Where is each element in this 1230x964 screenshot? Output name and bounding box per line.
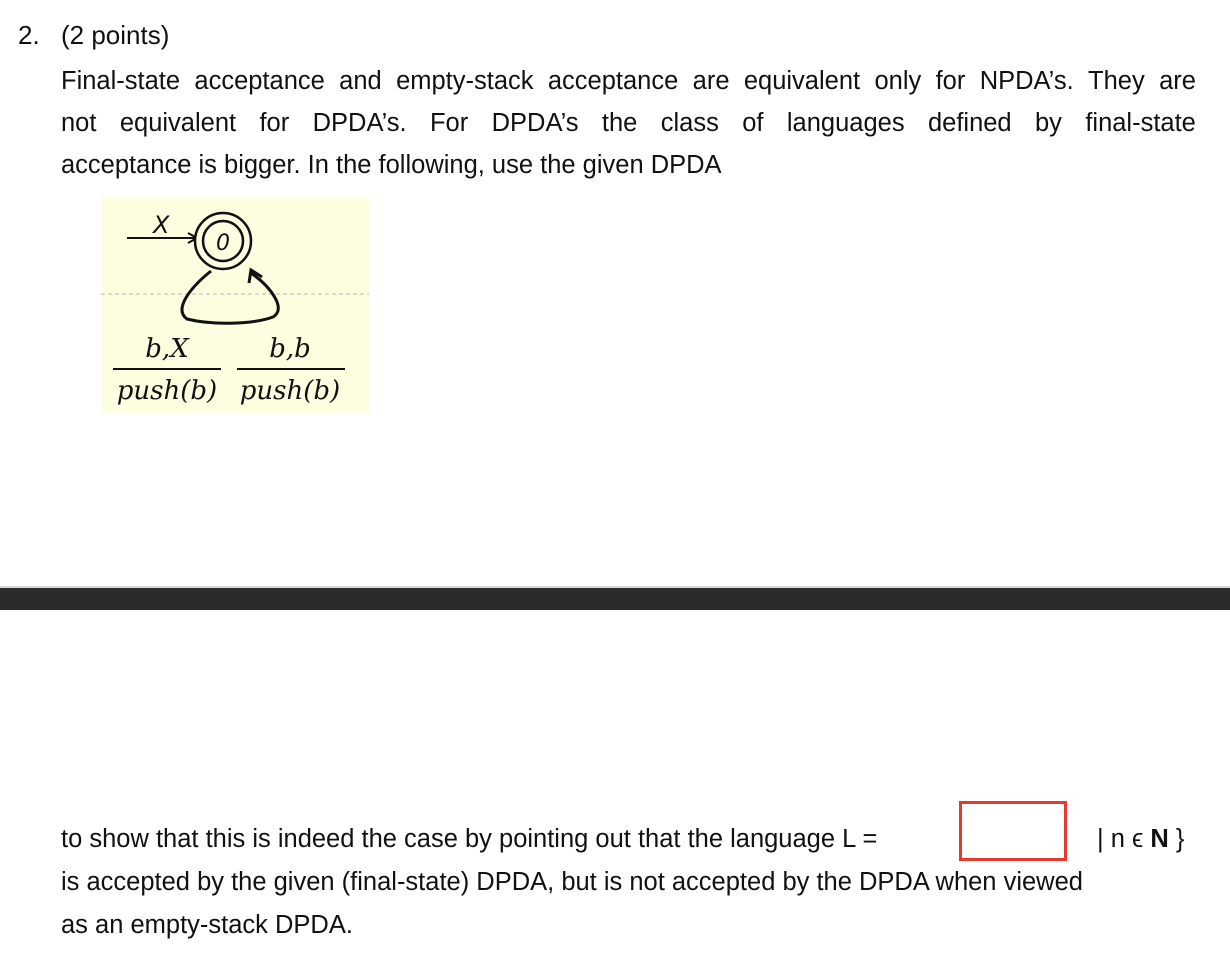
intro-line-1-word: for [935, 67, 966, 95]
set-builder-tail [1097, 818, 1184, 861]
intro-line-1-word: are [1159, 67, 1196, 95]
dpda-diagram [101, 197, 369, 413]
answer-input-box[interactable] [959, 801, 1067, 861]
intro-line-2-word: equivalent [119, 109, 237, 137]
question-number: 2. [18, 20, 40, 50]
transition1-bottom: push(b) [116, 376, 218, 406]
section-divider [0, 586, 1230, 610]
dpda-diagram-svg [101, 197, 369, 413]
question-intro [61, 60, 1196, 186]
intro-line-2 [61, 102, 1196, 144]
intro-line-2-word: the [601, 109, 638, 137]
intro-line-1-word: NPDA’s. [979, 67, 1074, 95]
intro-line-1-word: equivalent [743, 67, 861, 95]
set-builder-close: } [1168, 825, 1185, 853]
intro-line-1-word: and [339, 67, 382, 95]
intro-line-2-word: defined [927, 109, 1012, 137]
intro-line-1 [61, 60, 1196, 102]
intro-line-2-word: by [1035, 109, 1062, 137]
set-builder-prefix: | n ϵ [1097, 825, 1151, 853]
intro-line-1-word: They [1088, 67, 1145, 95]
question-points: (2 points) [61, 20, 170, 50]
intro-line-1-word: acceptance [194, 67, 325, 95]
intro-line-2-word: final-state [1085, 109, 1196, 137]
intro-line-2-word: For [429, 109, 469, 137]
body-line-3: as an empty-stack DPDA. [61, 911, 353, 939]
intro-line-2-word: class [660, 109, 719, 137]
intro-line-2-word: DPDA’s. [312, 109, 407, 137]
self-loop [182, 271, 278, 323]
intro-line-2-word: languages [786, 109, 905, 137]
intro-line-3: acceptance is bigger. In the following, use the given DPDA [61, 151, 722, 179]
intro-line-1-word: empty-stack [396, 67, 534, 95]
body-line-1: to show that this is indeed the case by pointing out that the language L = [61, 825, 878, 853]
intro-line-2-word: for [259, 109, 290, 137]
intro-line-2-word: of [742, 109, 764, 137]
intro-line-1-word: only [874, 67, 922, 95]
state-label: 0 [216, 231, 230, 256]
start-symbol: X [153, 211, 170, 239]
intro-line-1-word: Final-state [61, 67, 181, 95]
intro-line-2-word: not [61, 109, 97, 137]
transition2-bottom: push(b) [239, 376, 341, 406]
intro-line-1-word: acceptance [547, 67, 679, 95]
body-line-2: is accepted by the given (final-state) DPDA, but is not accepted by the DPDA when viewed [61, 868, 1083, 896]
transition1-top: b,X [145, 334, 189, 364]
transition2-top: b,b [269, 334, 311, 364]
intro-line-2-word: DPDA’s [491, 109, 579, 137]
intro-line-1-word: are [692, 67, 730, 95]
naturals-symbol: N [1150, 825, 1169, 853]
